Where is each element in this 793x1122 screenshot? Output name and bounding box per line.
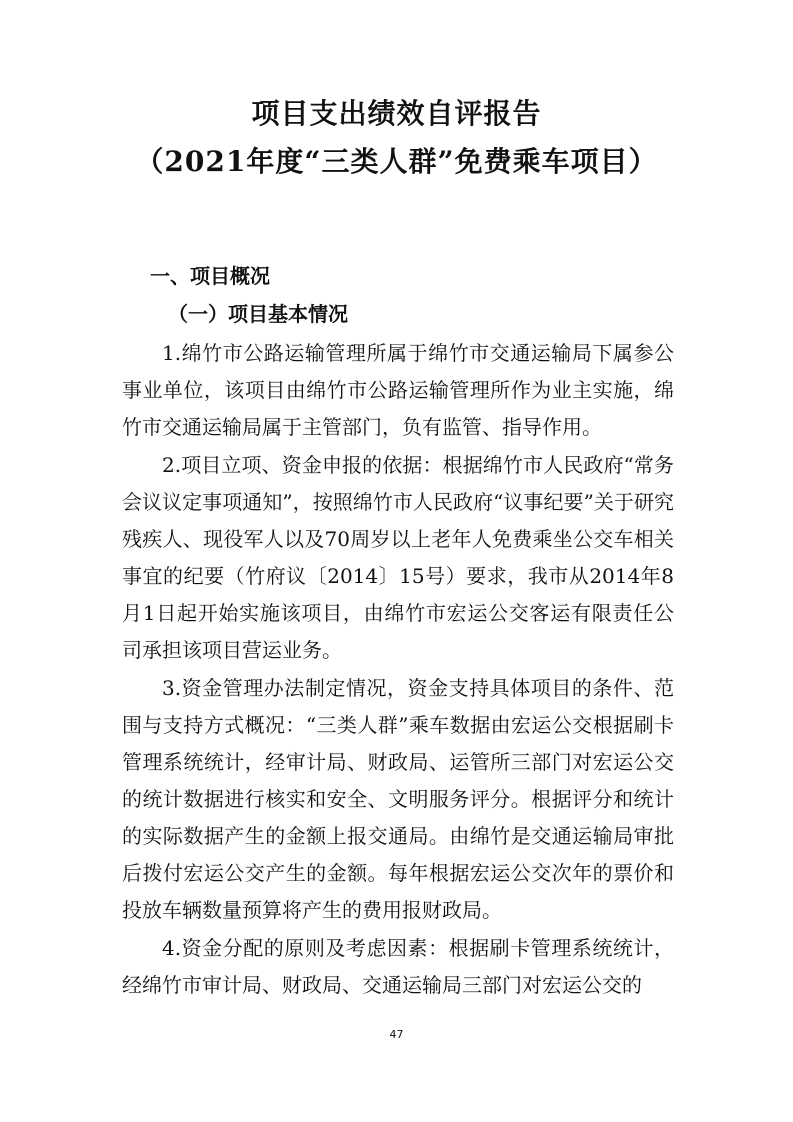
paragraph-2: 2.项目立项、资金申报的依据：根据绵竹市人民政府“常务会议议定事项通知”，按照绵竹市人民政府“议事纪要”关于研究残疾人、现役军人以及70周岁以上老年人免费乘坐公交车相关事宜的纪要（竹府议〔2014〕15号）要求，我市从2014年8月1日起开始实施该项目，由绵竹市宏运公交客运有限责任公司承担该项目营运业务。: [122, 453, 674, 662]
paragraph-3: 3.资金管理办法制定情况，资金支持具体项目的条件、范围与支持方式概况：“三类人群”乘车数据由宏运公交根据刷卡管理系统统计，经审计局、财政局、运管所三部门对宏运公交的统计数据进行核实和安全、文明服务评分。根据评分和统计的实际数据产生的金额上报交通局。由绵竹是交通运输局审批后拨付宏运公交产生的金额。每年根据宏运公交次年的票价和投放车辆数量预算将产生的费用报财政局。: [122, 676, 674, 922]
page-number: 47: [389, 1028, 404, 1041]
report-title: 项目支出绩效自评报告: [251, 97, 542, 130]
report-subtitle: （2021年度“三类人群”免费乘车项目）: [135, 145, 658, 178]
paragraph-1: 1.绵竹市公路运输管理所属于绵竹市交通运输局下属参公事业单位，该项目由绵竹市公路运输管理所作为业主实施，绵竹市交通运输局属于主管部门，负有监管、指导作用。: [122, 341, 674, 439]
section-heading: 一、项目概况: [150, 264, 270, 288]
paragraph-4: 4.资金分配的原则及考虑因素：根据刷卡管理系统统计，经绵竹市审计局、财政局、交通运输局三部门对宏运公交的: [122, 936, 674, 997]
subsection-heading: （一）项目基本情况: [168, 302, 348, 326]
